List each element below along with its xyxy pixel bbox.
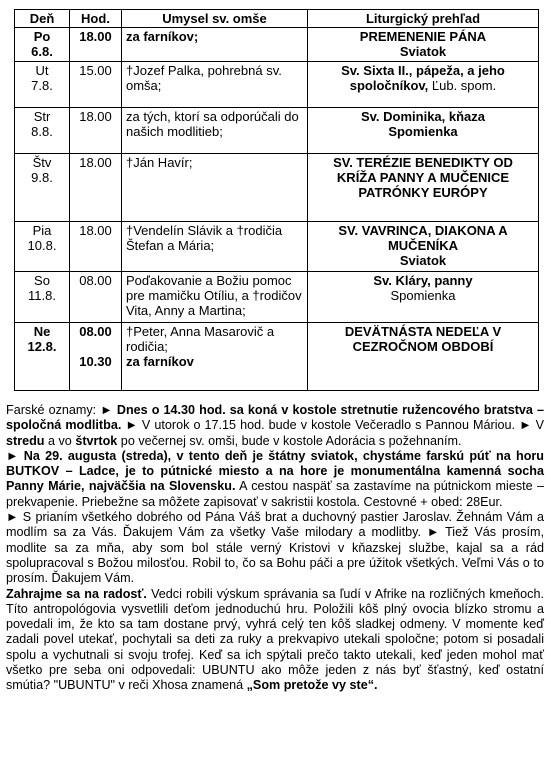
day-name: Str	[33, 109, 51, 124]
hour-cell: 18.00	[70, 222, 122, 272]
day-date: 9.8.	[31, 170, 53, 185]
liturgy-title: Sv. Dominika, kňaza	[360, 109, 486, 124]
liturgy-rank: Sviatok	[399, 253, 447, 268]
intent-cell	[122, 323, 308, 391]
liturgy-rank: Ľub. spom.	[431, 78, 497, 93]
announcement-wednesday: stredu	[6, 433, 45, 448]
liturgy-title: SV. VAVRINCA, DIAKONA A MUČENÍKA	[338, 223, 508, 253]
day-cell	[15, 108, 70, 154]
table-row	[15, 154, 539, 222]
day-date: 10.8.	[27, 238, 57, 253]
liturgy-cell	[308, 108, 539, 154]
intent-cell: †Vendelín Slávik a †rodičia Štefan a Mária;	[122, 222, 308, 272]
day-date: 11.8.	[28, 288, 56, 303]
intent-first: †Peter, Anna Masarovič a rodičia;	[126, 324, 275, 354]
liturgy-rank: Sviatok	[399, 44, 447, 59]
story-title: Zahrajme sa na radosť.	[6, 586, 147, 601]
day-cell	[15, 62, 70, 108]
day-date: 12.8.	[27, 339, 57, 354]
liturgy-title: Sv. Sixta II., pápeža, a jeho spoločníkov,	[341, 63, 505, 93]
header-liturgy: Liturgický prehľad	[308, 10, 539, 28]
hour-cell: 18.00	[70, 108, 122, 154]
announcement-paragraph	[6, 449, 544, 510]
day-cell	[15, 272, 70, 323]
story-text: Vedci robili výskum správania sa ľudí v Afrike na rozličných kmeňoch. Títo antropológovia vysvetlili deťom jednoduchú hru. Položili kôš plný ovocia blízko stromu a povedali im, že kto sa tam dostane prvý, vyhrá celý ten kôš sladkej odmeny. V momente keď zadali povel utekať, pochytali sa deti za ruky a prekvapivo utekali spoločne; potom si posadali spolu a vychutnali si svoju trofej. Keď sa ich spýtali prečo takto utekali, keď jeden mohol mať všetko pre seba oni odpovedali: UBUNTU ako môže jeden z nás byť šťastný, keď ostatní smútia? "UBUNTU" v reči Xhosa znamená	[6, 586, 544, 693]
day-name: Po	[33, 29, 51, 44]
story-paragraph	[6, 587, 544, 694]
hour-cell	[70, 323, 122, 391]
day-date: 6.8.	[31, 44, 53, 59]
day-date: 8.8.	[31, 124, 53, 139]
table-row	[15, 28, 539, 62]
liturgy-cell: DEVÄTNÁSTA NEDEĽA V CEZROČNOM OBDOBÍ	[308, 323, 539, 391]
day-cell	[15, 323, 70, 391]
announcement-text: ► V utorok o 17.15 hod. bude v kostole Večeradlo s Pannou Máriou. ► V	[121, 418, 544, 433]
mass-schedule-table	[14, 9, 539, 391]
day-name: Ut	[35, 63, 49, 78]
day-name: Ne	[33, 324, 51, 339]
day-date: 7.8.	[31, 78, 53, 93]
announcement-text: po večernej sv. omši, bude v kostole Adorácia s požehnaním.	[117, 433, 462, 448]
intent-cell: Poďakovanie a Božiu pomoc pre mamičku Otíliu, a †rodičov Vita, Anny a Martina;	[122, 272, 308, 323]
announcement-text: A cestou naspäť sa zastavíme na pútnickom mieste – prekvapenie. Priebežne sa môžete zapisovať v sakristii kostola. Cestovné + obed: 28Eur.	[6, 479, 544, 509]
announcement-rosary: Dnes o 14.30 hod. sa koná v kostole stretnutie ružencového bratstva – spoločná modlitba.	[6, 403, 545, 433]
announcements-lead: Farské oznamy: ►	[6, 403, 117, 417]
hour-cell: 18.00	[70, 28, 122, 62]
table-row	[15, 323, 539, 391]
day-cell	[15, 222, 70, 272]
liturgy-cell	[308, 62, 539, 108]
liturgy-cell: SV. TERÉZIE BENEDIKTY OD KRÍŽA PANNY A MUČENICE PATRÓNKY EURÓPY	[308, 154, 539, 222]
liturgy-title: PREMENENIE PÁNA	[359, 29, 487, 44]
announcement-pilgrimage: ► Na 29. augusta (streda), v tento deň je štátny sviatok, chystáme farskú púť na horu BUTKOV – Ladce, je to pútnické miesto a na hore je monumentálna kamenná socha Panny Márie, najväčšia na Slovensku.	[6, 448, 544, 494]
header-day: Deň	[15, 10, 70, 28]
day-cell	[15, 28, 70, 62]
liturgy-rank: Spomienka	[388, 124, 458, 139]
hour-cell: 18.00	[70, 154, 122, 222]
table-header-row	[15, 10, 539, 28]
table-row	[15, 108, 539, 154]
day-cell	[15, 154, 70, 222]
announcement-text: a vo	[44, 433, 76, 448]
announcement-paragraph	[6, 403, 544, 449]
header-intent: Umysel sv. omše	[122, 10, 308, 28]
table-row	[15, 222, 539, 272]
intent-second: za farníkov	[126, 354, 194, 369]
intent-cell: za farníkov;	[122, 28, 308, 62]
day-name: Pia	[32, 223, 52, 238]
intent-cell: †Ján Havír;	[122, 154, 308, 222]
intent-cell: za tých, ktorí sa odporúčali do našich modlitieb;	[122, 108, 308, 154]
story-ending: „Som pretože vy ste“.	[246, 678, 378, 693]
table-row	[15, 62, 539, 108]
hour-first: 08.00	[79, 324, 112, 339]
liturgy-cell	[308, 222, 539, 272]
hour-cell: 08.00	[70, 272, 122, 323]
liturgy-title: Sv. Kláry, panny	[373, 273, 473, 288]
day-name: Štv	[32, 155, 52, 170]
hour-cell: 15.00	[70, 62, 122, 108]
parish-announcements	[6, 403, 544, 694]
announcement-thursday: štvrtok	[75, 433, 118, 448]
liturgy-rank: Spomienka	[390, 288, 456, 303]
hour-second: 10.30	[79, 354, 112, 369]
intent-cell: †Jozef Palka, pohrebná sv. omša;	[122, 62, 308, 108]
liturgy-cell	[308, 272, 539, 323]
announcement-paragraph: ► S prianím všetkého dobrého od Pána Váš brat a duchovný pastier Jaroslav. Žehnám Vám a modlím sa za Vás. Ďakujem Vám za všetky Vaše milodary a modlitby. ► Tiež Vás prosím, modlite sa za mňa, aby som bol stále verný Kristovi v kňazskej službe, kajal sa a rád spolupracoval s Božou milosťou. Robil to, čo sa Bohu páči a pre úžitok všetkých. Veľmi Vás o to prosím. Ďakujem Vám.	[6, 510, 544, 586]
table-row	[15, 272, 539, 323]
header-hour: Hod.	[70, 10, 122, 28]
liturgy-cell	[308, 28, 539, 62]
day-name: So	[34, 273, 50, 288]
